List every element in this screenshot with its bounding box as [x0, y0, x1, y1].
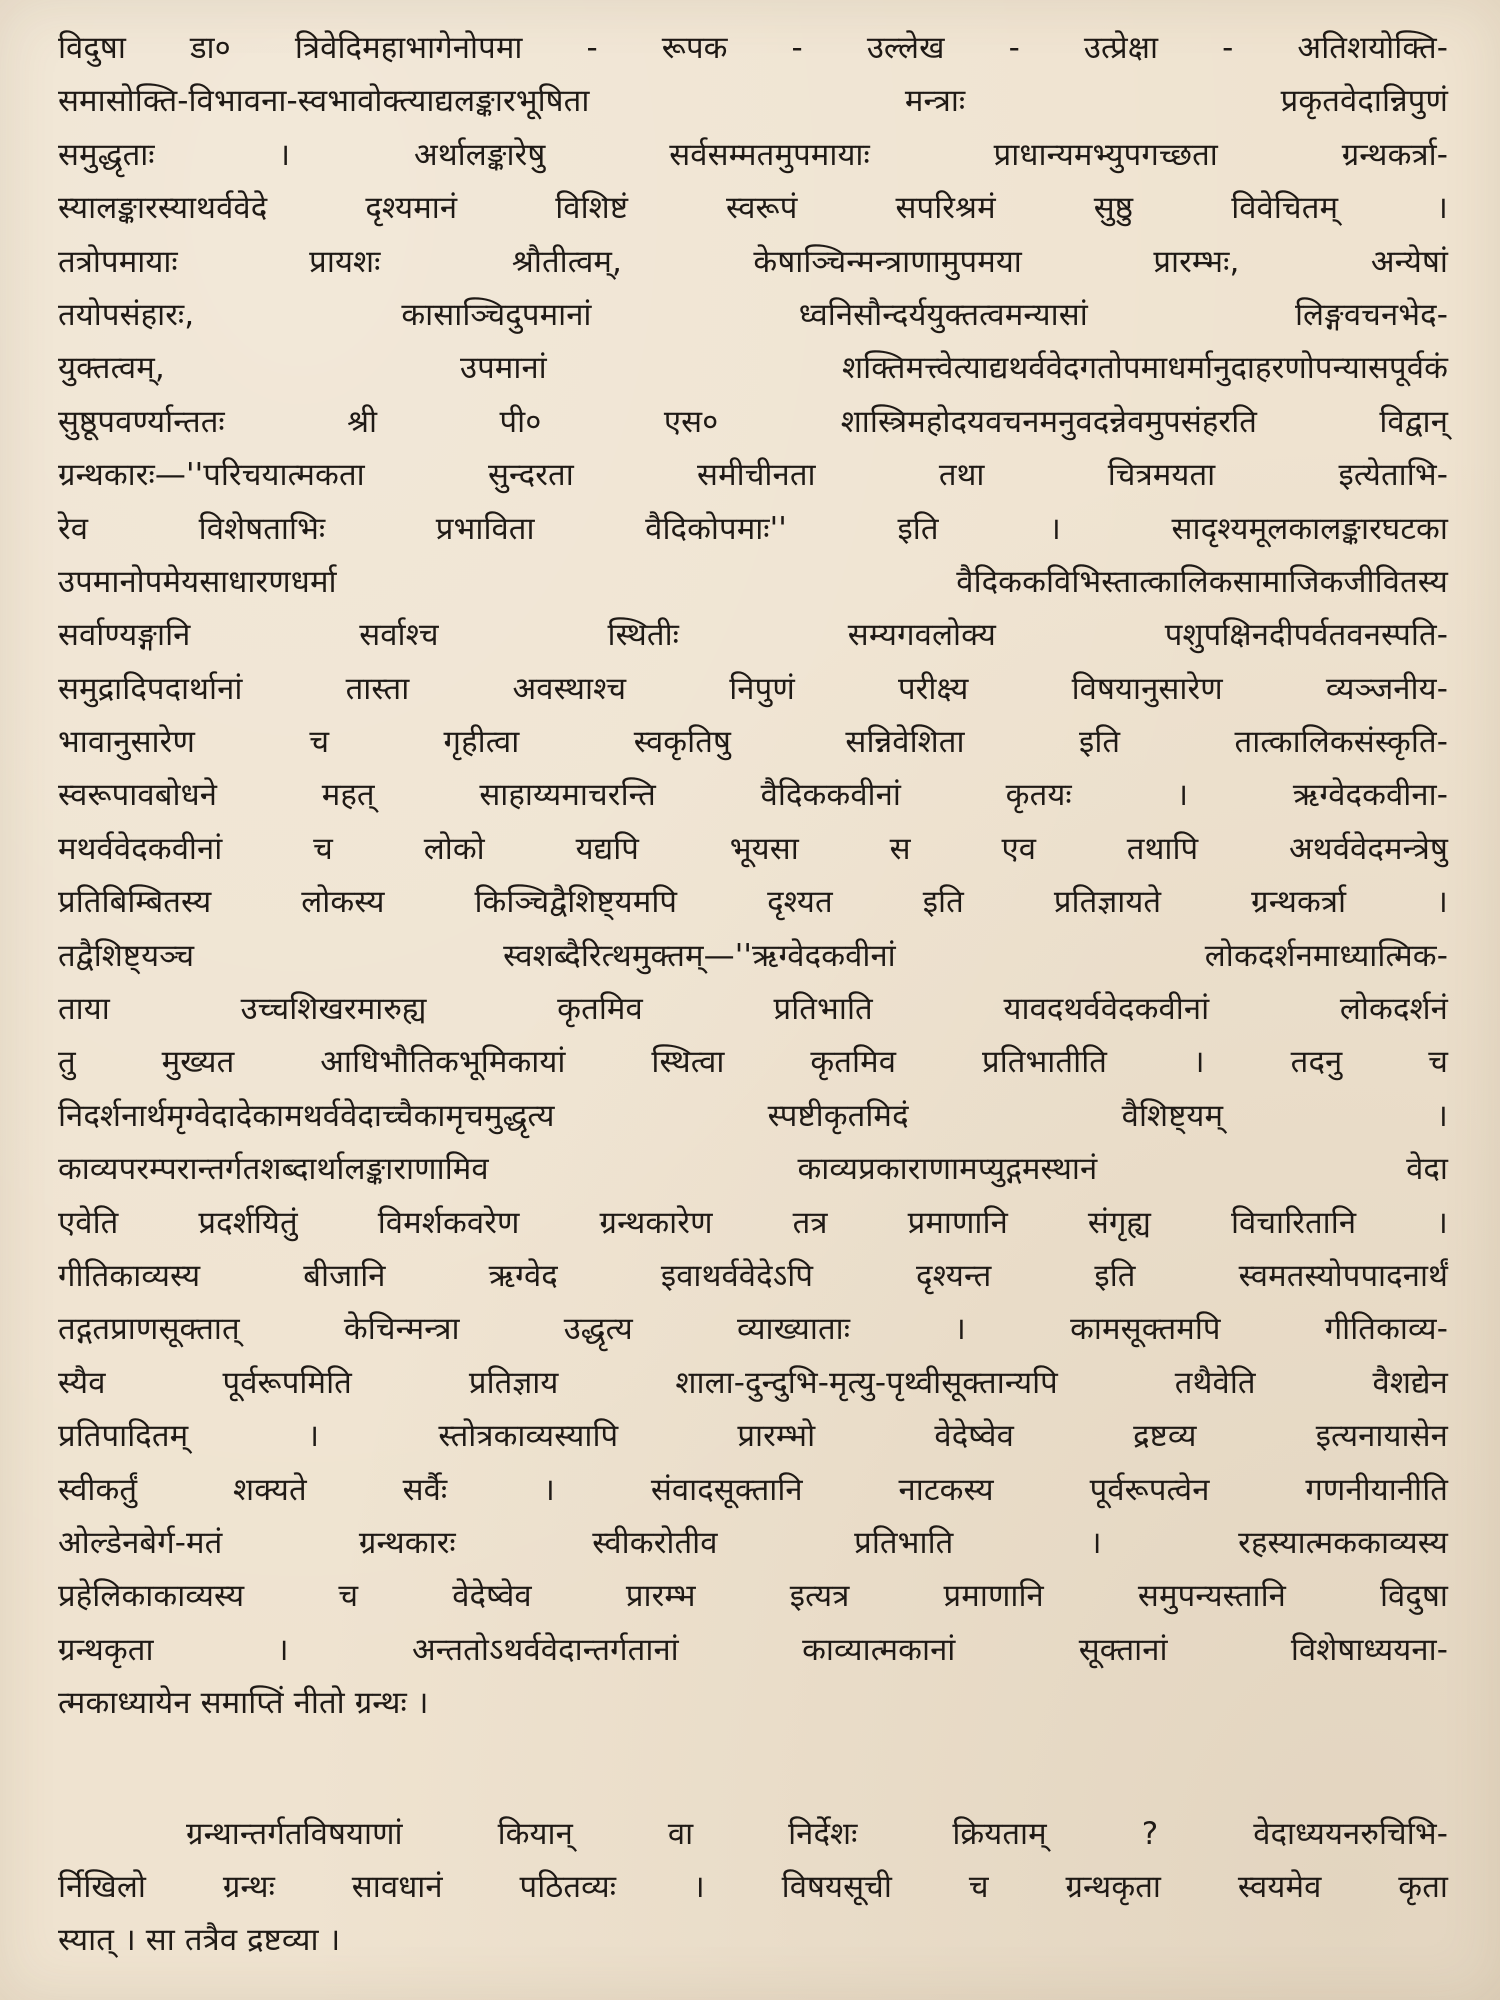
- text-line: समासोक्ति-विभावना-स्वभावोक्त्याद्यलङ्कारभूषिता मन्त्राः प्रकृतवेदान्निपुणं: [58, 83, 1448, 120]
- text-line: र्निखिलो ग्रन्थः सावधानं पठितव्यः । विषयसूची च ग्रन्थकृता स्वयमेव कृता: [58, 1868, 1448, 1905]
- text-line: प्रहेलिकाकाव्यस्य च वेदेष्वेव प्रारम्भ इत्यत्र प्रमाणानि समुपन्यस्तानि विदुषा: [58, 1578, 1448, 1615]
- text-line: मथर्ववेदकवीनां च लोको यद्यपि भूयसा स एव तथापि अथर्ववेदमन्त्रेषु: [58, 830, 1448, 867]
- paragraph-2: [58, 1808, 1448, 1968]
- text-line: स्यात् । सा तत्रैव द्रष्टव्या ।: [58, 1922, 341, 1959]
- text-line: तत्रोपमायाः प्रायशः श्रौतीत्वम्, केषाञ्चिन्मन्त्राणामुपमया प्रारम्भः, अन्येषां: [58, 243, 1448, 280]
- text-line: त्मकाध्यायेन समाप्तिं नीतो ग्रन्थः ।: [58, 1685, 429, 1722]
- text-line: प्रतिपादितम् । स्तोत्रकाव्यस्यापि प्रारम्भो वेदेष्वेव द्रष्टव्य इत्यनायासेन: [58, 1418, 1448, 1455]
- text-line: समुद्धृताः । अर्थालङ्कारेषु सर्वसम्मतमुपमायाः प्राधान्यमभ्युपगच्छता ग्रन्थकर्त्रा-: [58, 136, 1448, 173]
- text-line: उपमानोपमेयसाधारणधर्मा वैदिककविभिस्तात्कालिकसामाजिकजीवितस्य: [58, 563, 1448, 600]
- text-line: तु मुख्यत आधिभौतिकभूमिकायां स्थित्वा कृतमिव प्रतिभातीति । तदनु च: [58, 1044, 1448, 1081]
- text-line: युक्तत्वम्, उपमानां शक्तिमत्त्वेत्याद्यथर्ववेदगतोपमाधर्मानुदाहरणोपन्यासपूर्वकं: [58, 350, 1448, 387]
- text-line: सर्वाण्यङ्गानि सर्वाश्च स्थितीः सम्यगवलोक्य पशुपक्षिनदीपर्वतवनस्पति-: [58, 617, 1448, 654]
- text-line: ओल्डेनबेर्ग-मतं ग्रन्थकारः स्वीकरोतीव प्रतिभाति । रहस्यात्मककाव्यस्य: [58, 1524, 1448, 1561]
- text-line: स्वरूपावबोधने महत् साहाय्यमाचरन्ति वैदिककवीनां कृतयः । ऋग्वेदकवीना-: [58, 777, 1448, 814]
- text-line: ग्रन्थकृता । अन्ततोऽथर्ववेदान्तर्गतानां काव्यात्मकानां सूक्तानां विशेषाध्ययना-: [58, 1631, 1448, 1668]
- text-line: स्यालङ्कारस्याथर्ववेदे दृश्यमानं विशिष्टं स्वरूपं सपरिश्रमं सुष्ठु विवेचितम् ।: [58, 190, 1448, 227]
- text-line: विदुषा डा० त्रिवेदिमहाभागेनोपमा - रूपक - उल्लेख - उत्प्रेक्षा - अतिशयोक्ति-: [58, 30, 1448, 66]
- text-line: स्वीकर्तुं शक्यते सर्वैः । संवादसूक्तानि नाटकस्य पूर्वरूपत्वेन गणनीयानीति: [58, 1471, 1448, 1508]
- text-line: प्रतिबिम्बितस्य लोकस्य किञ्चिद्वैशिष्ट्यमपि दृश्यत इति प्रतिज्ञायते ग्रन्थकर्त्रा ।: [58, 884, 1448, 921]
- text-line: स्यैव पूर्वरूपमिति प्रतिज्ञाय शाला-दुन्दुभि-मृत्यु-पृथ्वीसूक्तान्यपि तथैवेति वैशद्येन: [58, 1364, 1448, 1401]
- text-line: ग्रन्थकारः—''परिचयात्मकता सुन्दरता समीचीनता तथा चित्रमयता इत्येताभि-: [58, 457, 1448, 494]
- text-line: काव्यपरम्परान्तर्गतशब्दार्थालङ्काराणामिव काव्यप्रकाराणामप्युद्गमस्थानं वेदा: [58, 1151, 1448, 1188]
- text-line: ग्रन्थान्तर्गतविषयाणां कियान् वा निर्देशः क्रियताम् ? वेदाध्ययनरुचिभि-: [186, 1815, 1448, 1852]
- text-line: तद्वैशिष्ट्यञ्च स्वशब्दैरित्थमुक्तम्—''ऋग्वेदकवीनां लोकदर्शनमाध्यात्मिक-: [58, 937, 1448, 974]
- text-line: समुद्रादिपदार्थानां तास्ता अवस्थाश्च निपुणं परीक्ष्य विषयानुसारेण व्यञ्जनीय-: [58, 670, 1448, 707]
- paragraph-gap: [58, 1731, 1448, 1808]
- text-line: ताया उच्चशिखरमारुह्य कृतमिव प्रतिभाति यावदथर्ववेदकवीनां लोकदर्शनं: [58, 991, 1448, 1028]
- text-line: निदर्शनार्थमृग्वेदादेकामथर्ववेदाच्चैकामृचमुद्धृत्य स्पष्टीकृतमिदं वैशिष्ट्यम् ।: [58, 1097, 1448, 1134]
- paragraph-1: [58, 22, 1448, 1731]
- text-line: तद्गतप्राणसूक्तात् केचिन्मन्त्रा उद्धृत्य व्याख्याताः । कामसूक्तमपि गीतिकाव्य-: [58, 1311, 1448, 1348]
- text-line: सुष्ठूपवर्ण्यान्ततः श्री पी० एस० शास्त्रिमहोदयवचनमनुवदन्नेवमुपसंहरति विद्वान्: [58, 403, 1448, 440]
- text-line: एवेति प्रदर्शयितुं विमर्शकवरेण ग्रन्थकारेण तत्र प्रमाणानि संगृह्य विचारितानि ।: [58, 1204, 1448, 1241]
- text-line: रेव विशेषताभिः प्रभाविता वैदिकोपमाः'' इति । सादृश्यमूलकालङ्कारघटका: [58, 510, 1448, 547]
- text-line: भावानुसारेण च गृहीत्वा स्वकृतिषु सन्निवेशिता इति तात्कालिकसंस्कृति-: [58, 724, 1448, 761]
- text-line: तयोपसंहारः, कासाञ्चिदुपमानां ध्वनिसौन्दर्ययुक्तत्वमन्यासां लिङ्गवचनभेद-: [58, 296, 1448, 333]
- text-line: गीतिकाव्यस्य बीजानि ऋग्वेद इवाथर्ववेदेऽपि दृश्यन्त इति स्वमतस्योपपादनार्थं: [58, 1257, 1448, 1294]
